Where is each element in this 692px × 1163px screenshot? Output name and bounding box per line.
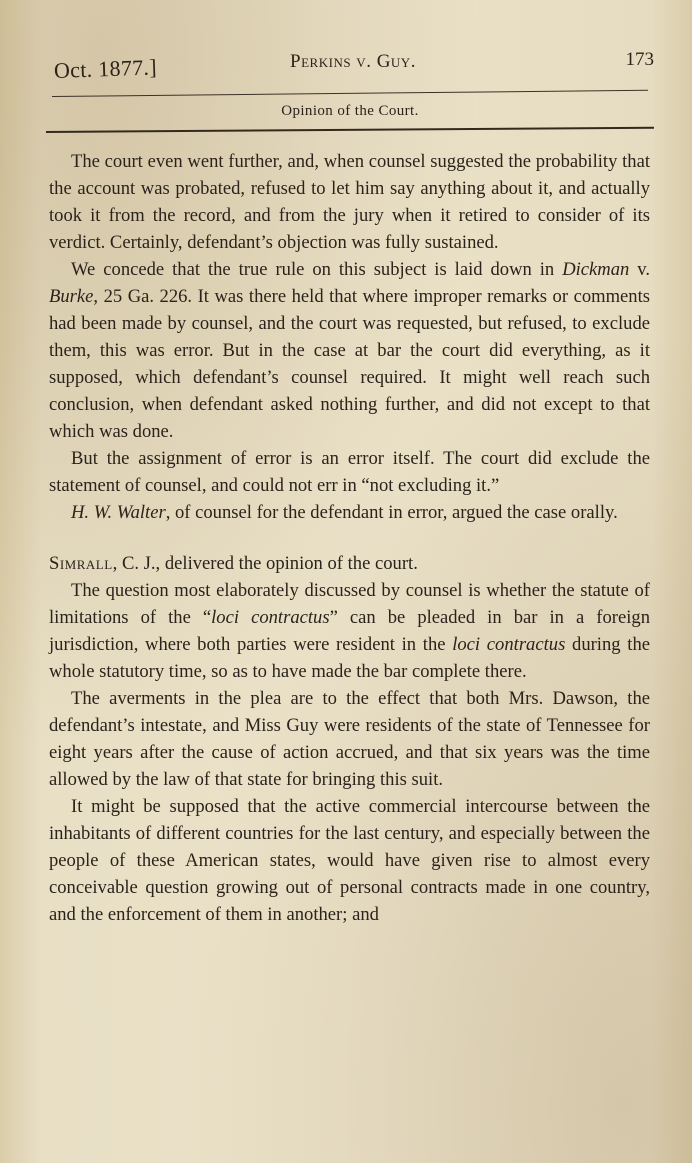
paragraph-text: We concede that the true rule on this subject is laid down in <box>71 259 563 280</box>
small-caps-text: Simrall <box>49 553 113 574</box>
paragraph-text: The court even went further, and, when counsel suggested the probability that the account was probated, refused to let him say anything about it, and actually took it from the record, and from the jury when it retired to consider of its verdict. Certainly, defendant’s objection was fully sustained. <box>49 151 650 253</box>
paragraph-text: But the assignment of error is an error itself. The court did exclude the statement of counsel, and could not err in “not excluding it.” <box>49 448 650 496</box>
italic-text: H. W. Walter <box>71 502 166 523</box>
page-number: 173 <box>625 49 654 70</box>
section-heading: Opinion of the Court. <box>281 103 419 119</box>
paragraph <box>49 550 650 577</box>
paragraph <box>49 793 650 928</box>
paragraph-text: during the whole statutory time, so as to have made the bar complete there. <box>49 634 650 682</box>
paragraph <box>49 148 650 256</box>
running-header <box>50 48 656 82</box>
paragraph-text: It might be supposed that the active commercial intercourse between the inhabitants of different countries for the last century, and especially between the people of these American states, would have given rise to almost every conceivable question growing out of personal contracts made in one country, and the enforcement of them in another; and <box>49 796 650 925</box>
paragraph-text: v. <box>629 259 651 280</box>
italic-text: Dickman <box>562 259 630 280</box>
paragraph <box>49 445 650 499</box>
paragraph-text: , of counsel for the defendant in error, argued the case orally. <box>165 502 618 523</box>
italic-text: loci contractus <box>211 607 330 628</box>
italic-text: Burke <box>49 286 94 307</box>
paragraph <box>49 256 650 445</box>
italic-text: loci contractus <box>452 634 566 655</box>
body-text <box>49 148 650 928</box>
paragraph <box>49 499 650 526</box>
paragraph-text: The question most elaborately discussed by counsel is whether the statute of limitations of the “ <box>49 580 650 628</box>
header-rule <box>52 90 648 97</box>
header-date: Oct. 1877.] <box>53 54 158 83</box>
paragraph-text: , 25 Ga. 226. It was there held that where improper remarks or comments had been made by counsel, and the court was requested, but refused, to exclude them, this was error. But in the case at bar the court did everything, as it supposed, which defendant’s counsel required. It might well reach such conclusion, when defendant asked nothing further, and did not except to that which was done. <box>49 286 650 442</box>
paragraph <box>49 577 650 685</box>
paragraph-text: The averments in the plea are to the effect that both Mrs. Dawson, the defendant’s intestate, and Miss Guy were residents of the state of Tennessee for eight years after the cause of action accrued, and that six years was the time allowed by the law of that state for bringing this suit. <box>49 688 650 790</box>
paragraph-text: , C. J., delivered the opinion of the court. <box>112 553 418 574</box>
header-case-title: Perkins v. Guy. <box>290 51 416 72</box>
paragraph <box>49 685 650 793</box>
paragraph-text: ” can be pleaded in bar in a foreign jurisdiction, where both parties were resident in the <box>49 607 650 655</box>
heading-rule <box>46 127 654 133</box>
